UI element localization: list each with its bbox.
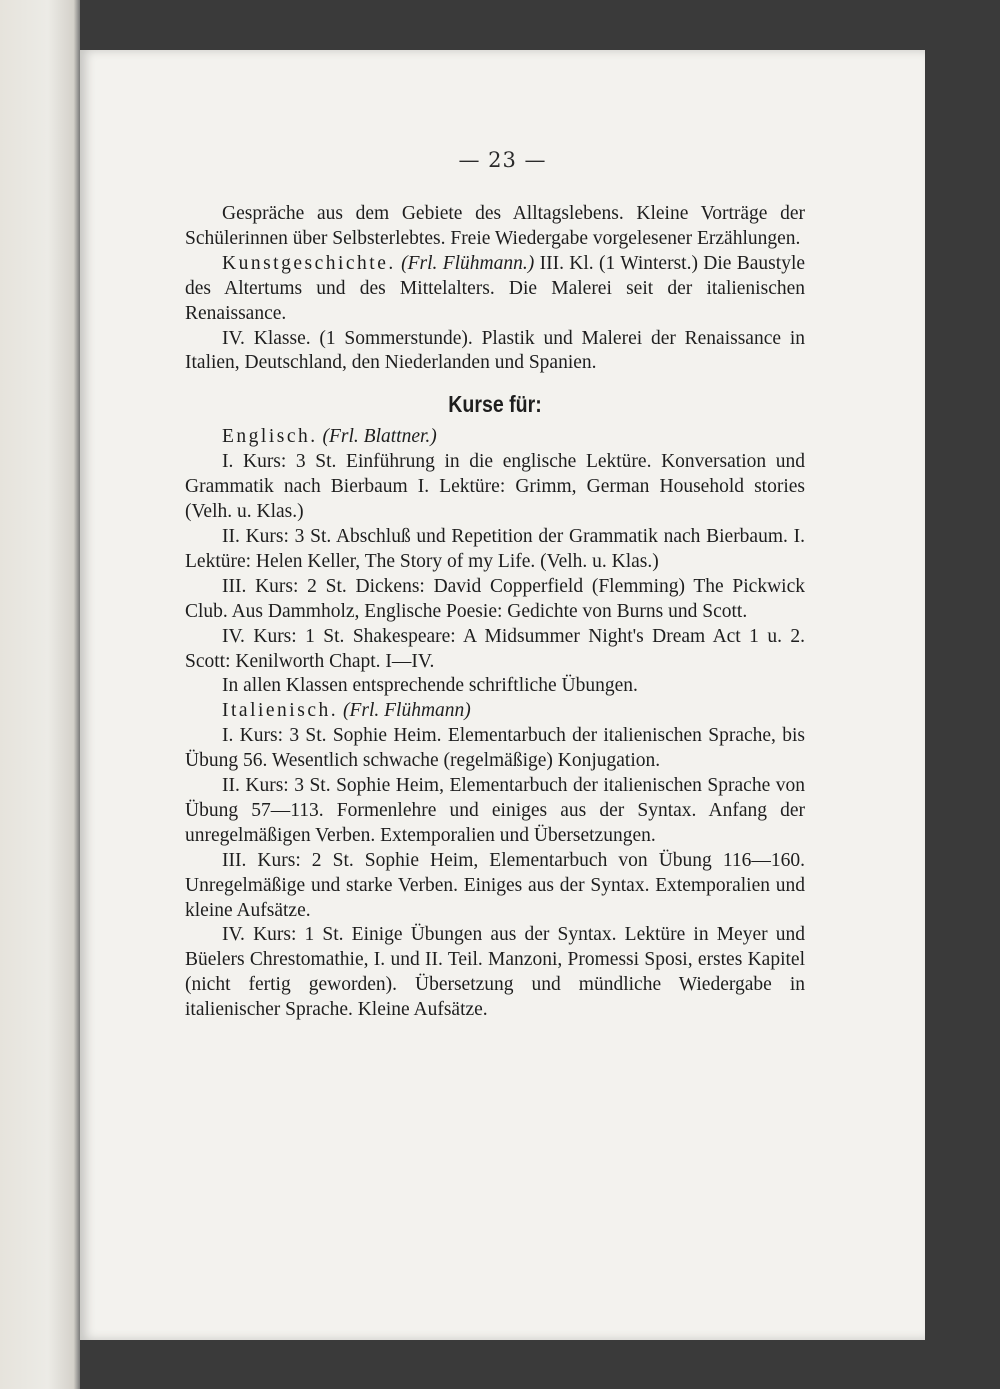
italienisch-kurs-4: IV. Kurs: 1 St. Einige Übungen aus der Syntax. Lektüre in Meyer und Büelers Chrestomathie, I. und II. Teil. Manzoni, Promessi Sposi, erstes Kapitel (nicht fertig geworden). Übersetzung und mündliche Wiedergabe in italienischer Sprache. Kleine Aufsätze. [185, 924, 805, 1021]
englisch-teacher: (Frl. Blattner.) [322, 426, 437, 448]
englisch-kurs-1: I. Kurs: 3 St. Einführung in die englische Lektüre. Konversation und Grammatik nach Bierbaum I. Lektüre: Grimm, German Household stories (Velh. u. Klas.) [185, 451, 805, 523]
previous-page-edge [0, 0, 80, 1389]
englisch-kurs-4: IV. Kurs: 1 St. Shakespeare: A Midsummer Night's Dream Act 1 u. 2. Scott: Kenilworth Chapt. I—IV. [185, 625, 805, 672]
kunstgeschichte-iv-paragraph: IV. Klasse. (1 Sommerstunde). Plastik und Malerei der Renaissance in Italien, Deutschland, den Niederlanden und Spanien. [185, 327, 805, 374]
kunstgeschichte-label: Kunstgeschichte. [222, 252, 396, 274]
kunstgeschichte-paragraph [185, 252, 805, 327]
kunstgeschichte-text: III. Kl. (1 Winterst.) Die Baustyle des Altertums und des Mittelalters. Die Malerei seit der italienischen Renaissance. [185, 252, 806, 324]
intro-paragraph: Gespräche aus dem Gebiete des Alltagslebens. Kleine Vorträge der Schülerinnen über Selbsterlebtes. Freie Wiedergabe vorgelesener Erzählungen. [185, 203, 805, 249]
italienisch-label: Italienisch. [222, 700, 339, 722]
englisch-note: In allen Klassen entsprechende schriftliche Übungen. [222, 675, 638, 697]
italienisch-teacher: (Frl. Flühmann) [342, 700, 471, 722]
courses-heading: Kurse für: [448, 391, 542, 418]
italienisch-kurs-1: I. Kurs: 3 St. Sophie Heim. Elementarbuch der italienischen Sprache, bis Übung 56. Wesentlich schwache (regelmäßige) Konjugation. [185, 725, 805, 772]
englisch-kurs-2: II. Kurs: 3 St. Abschluß und Repetition der Grammatik nach Bierbaum. I. Lektüre: Helen Keller, The Story of my Life. (Velh. u. Klas.) [185, 525, 805, 572]
kunstgeschichte-teacher: (Frl. Flühmann.) [401, 252, 535, 274]
englisch-label: Englisch. [222, 426, 318, 448]
page-number: — 23 — [458, 148, 547, 172]
italienisch-kurs-3: III. Kurs: 2 St. Sophie Heim, Elementarbuch von Übung 116—160. Unregelmäßige und starke Verben. Einiges aus der Syntax. Extemporalien und kleine Aufsätze. [185, 849, 805, 921]
italienisch-kurs-2: II. Kurs: 3 St. Sophie Heim, Elementarbuch der italienischen Sprache von Übung 57—113. Formenlehre und einiges aus der Syntax. Anfang der unregelmäßigen Verben. Extemporalien und Übersetzungen. [185, 775, 805, 846]
englisch-header [185, 425, 805, 450]
italienisch-header [185, 699, 805, 724]
page-body [185, 202, 805, 1023]
englisch-kurs-3: III. Kurs: 2 St. Dickens: David Copperfield (Flemming) The Pickwick Club. Aus Dammholz, Englische Poesie: Gedichte von Burns und Scott. [185, 575, 805, 622]
